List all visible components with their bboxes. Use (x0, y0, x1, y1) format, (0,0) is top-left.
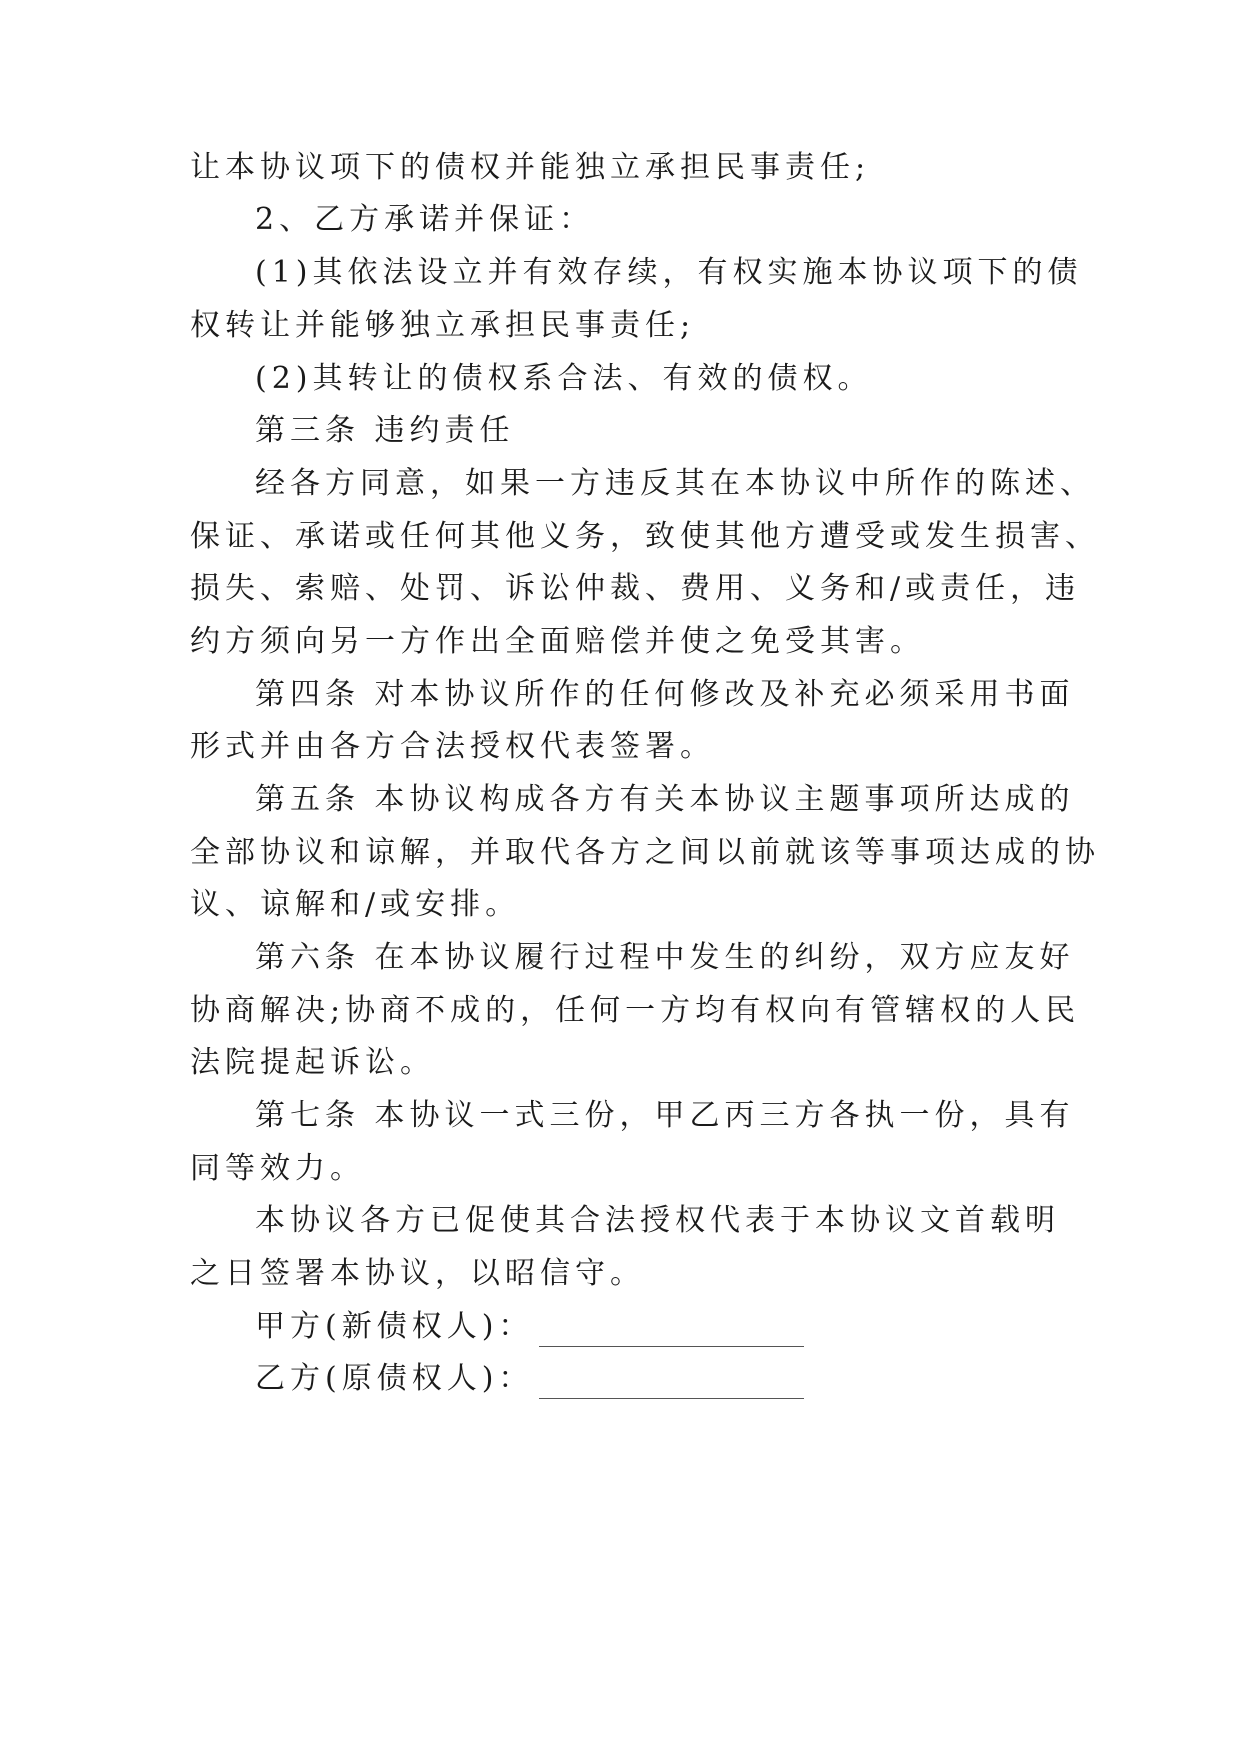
section-heading: 第三条 违约责任 (255, 413, 515, 448)
text-line: 让本协议项下的债权并能独立承担民事责任; (190, 150, 871, 185)
party-b-signature-row (255, 1359, 804, 1399)
text-line: 2、乙方承诺并保证： (255, 202, 595, 237)
text-line: 第六条 在本协议履行过程中发生的纠纷，双方应友好 (255, 940, 1075, 975)
text-line: 第七条 本协议一式三份，甲乙丙三方各执一份，具有 (255, 1098, 1075, 1133)
text-line: 第五条 本协议构成各方有关本协议主题事项所达成的 (255, 782, 1075, 817)
text-line: 权转让并能够独立承担民事责任; (190, 308, 696, 343)
text-line: 形式并由各方合法授权代表签署。 (190, 729, 715, 764)
text-line: 第四条 对本协议所作的任何修改及补充必须采用书面 (255, 677, 1075, 712)
text-line: 保证、承诺或任何其他义务，致使其他方遭受或发生损害、 (190, 519, 1100, 554)
party-a-signature-row (255, 1307, 804, 1347)
party-a-label: 甲方(新债权人)： (255, 1309, 534, 1344)
party-b-signature-blank[interactable] (539, 1368, 804, 1399)
text-line: 损失、索赔、处罚、诉讼仲裁、费用、义务和/或责任，违 (190, 571, 1081, 606)
text-line: 经各方同意，如果一方违反其在本协议中所作的陈述、 (255, 466, 1095, 501)
party-a-signature-blank[interactable] (539, 1316, 804, 1347)
text-line: 约方须向另一方作出全面赔偿并使之免受其害。 (190, 624, 925, 659)
text-line: 之日签署本协议，以昭信守。 (190, 1256, 645, 1291)
text-line: 协商解决;协商不成的，任何一方均有权向有管辖权的人民 (190, 993, 1081, 1028)
text-line: 本协议各方已促使其合法授权代表于本协议文首载明 (255, 1203, 1060, 1238)
party-b-label: 乙方(原债权人)： (255, 1361, 534, 1396)
text-line: 法院提起诉讼。 (190, 1045, 435, 1080)
text-line: 同等效力。 (190, 1151, 365, 1186)
text-line: (2)其转让的债权系合法、有效的债权。 (255, 361, 873, 396)
text-line: (1)其依法设立并有效存续，有权实施本协议项下的债 (255, 255, 1083, 290)
text-line: 议、谅解和/或安排。 (190, 887, 521, 922)
text-line: 全部协议和谅解，并取代各方之间以前就该等事项达成的协 (190, 835, 1100, 870)
